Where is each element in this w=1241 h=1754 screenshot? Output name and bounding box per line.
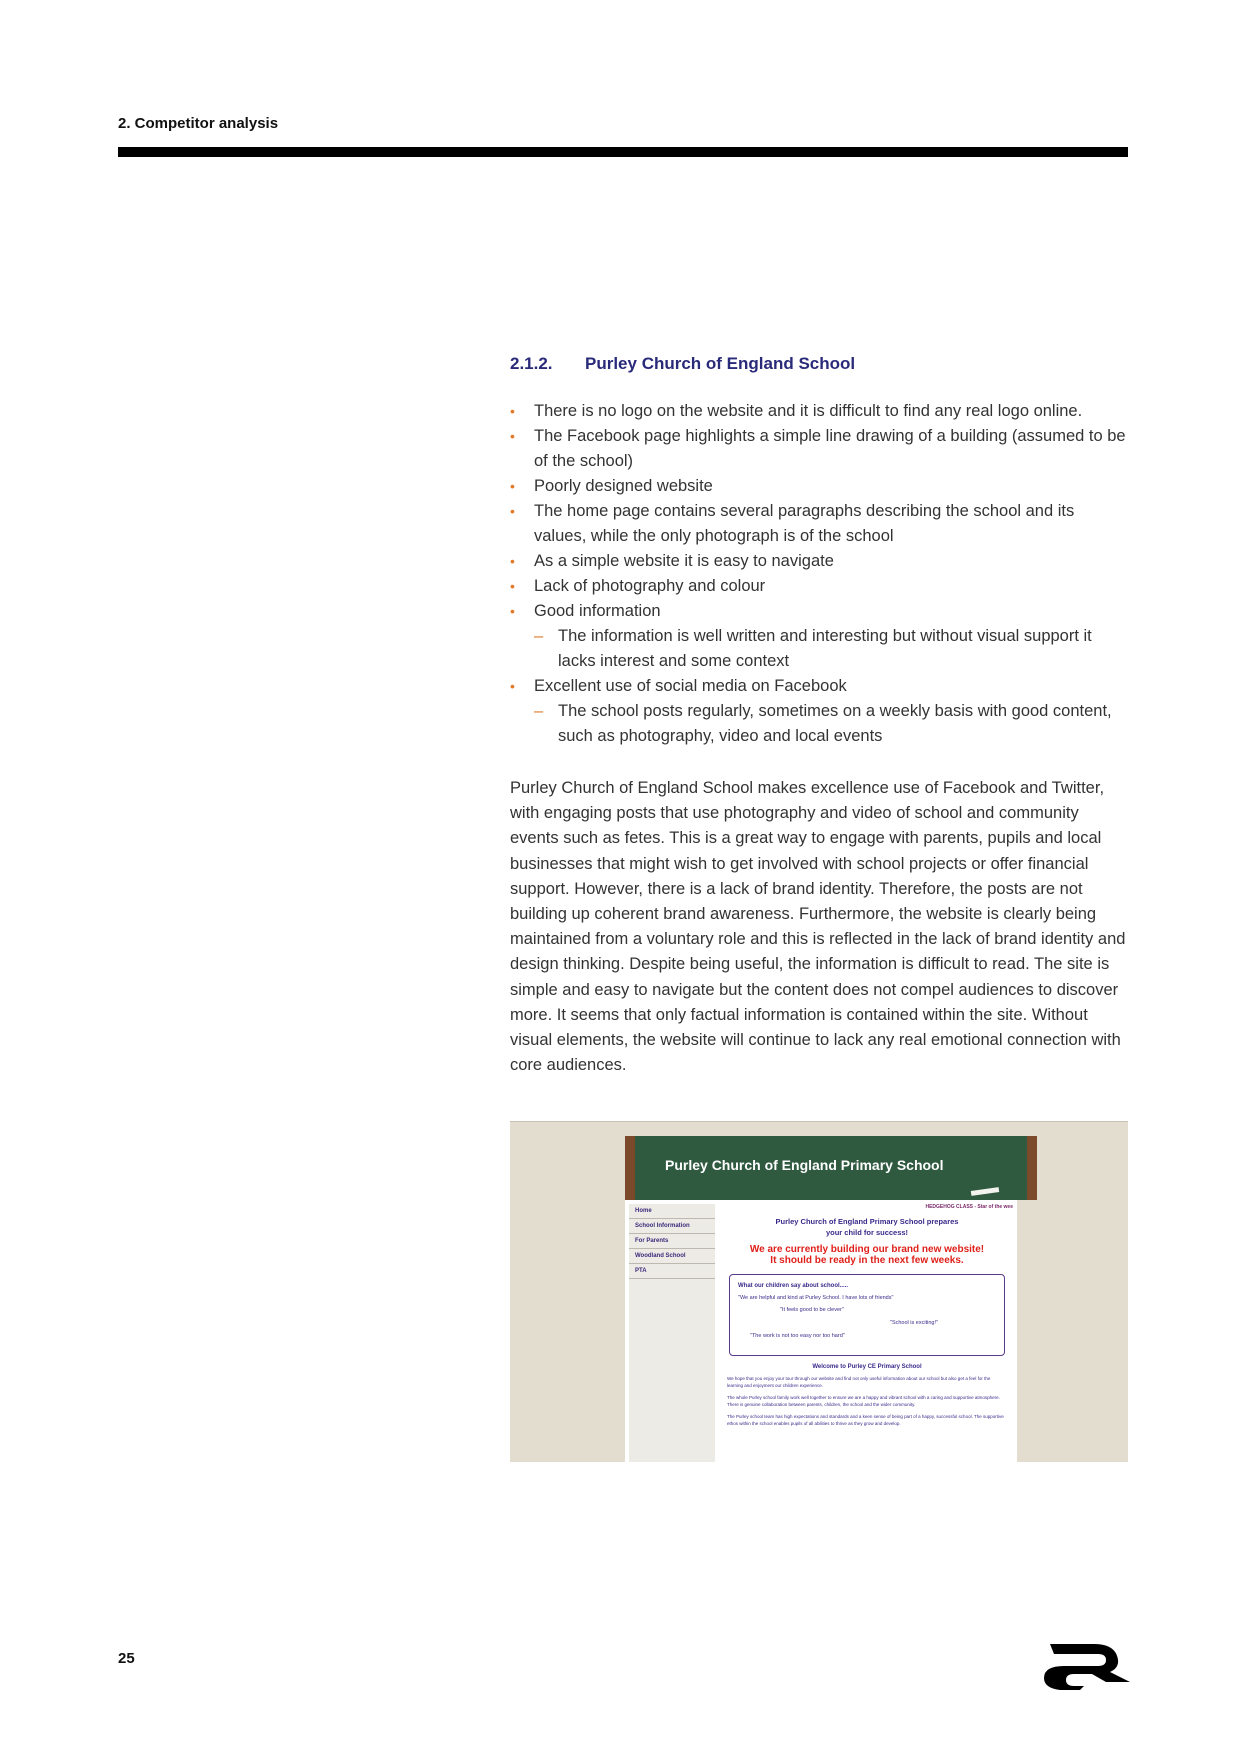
list-item: • Poorly designed website bbox=[510, 474, 1130, 499]
bullet-icon: • bbox=[510, 428, 515, 444]
list-item: • There is no logo on the website and it is difficult to find any real logo online. bbox=[510, 399, 1130, 424]
list-item: • As a simple website it is easy to navigate bbox=[510, 549, 1130, 574]
screenshot-banner bbox=[625, 1136, 1037, 1200]
bullet-icon: • bbox=[510, 603, 515, 619]
section-heading bbox=[510, 354, 855, 374]
screenshot-nav-home: Home bbox=[629, 1204, 715, 1219]
screenshot-banner-title: Purley Church of England Primary School bbox=[665, 1157, 944, 1173]
brand-logo-icon bbox=[1040, 1638, 1132, 1690]
screenshot-nav-for-parents: For Parents bbox=[629, 1234, 715, 1249]
bullet-icon: • bbox=[510, 553, 515, 569]
screenshot-nav-pta: PTA bbox=[629, 1264, 715, 1279]
bullet-icon: • bbox=[510, 503, 515, 519]
bullet-icon: • bbox=[510, 578, 515, 594]
screenshot-announcement: We are currently building our brand new website! It should be ready in the next few weeks. bbox=[749, 1244, 985, 1266]
section-title: Purley Church of England School bbox=[585, 354, 856, 373]
screenshot-nav-school-information: School Information bbox=[629, 1219, 715, 1234]
screenshot-welcome: Welcome to Purley CE Primary School bbox=[812, 1364, 922, 1370]
bullet-icon: • bbox=[510, 678, 515, 694]
list-item: • Excellent use of social media on Facebook – The school posts regularly, sometimes on a weekly basis with good content, such as photography, video and local events bbox=[510, 674, 1130, 749]
dash-icon: – bbox=[534, 702, 544, 720]
list-item: • The home page contains several paragraphs describing the school and its values, while the only photograph is of the school bbox=[510, 499, 1130, 549]
page-number: 25 bbox=[118, 1650, 135, 1667]
running-head: 2. Competitor analysis bbox=[118, 115, 279, 132]
screenshot-nav-woodland-school: Woodland School bbox=[629, 1249, 715, 1264]
screenshot-paragraph: We hope that you enjoy your tour through our website and find not only useful information about our school but also get a feel for the learning and enjoyment our children experience. bbox=[727, 1376, 991, 1388]
sub-list-item: – The school posts regularly, sometimes on a weekly basis with good content, such as photography, video and local events bbox=[534, 699, 1130, 749]
bullet-list bbox=[510, 399, 1130, 749]
screenshot-paragraph: The whole Purley school family work well together to ensure we are a happy and vibrant school with a caring and supportive atmosphere. There is genuine collaboration between parents, children, the school and the wider community. bbox=[727, 1395, 1000, 1407]
quote: "The work is not too easy nor too hard" bbox=[750, 1333, 845, 1339]
header-rule bbox=[118, 147, 1128, 157]
quote-box-title: What our children say about school..... bbox=[738, 1283, 849, 1289]
screenshot-quote-box bbox=[729, 1274, 1005, 1356]
quote: "School is exciting!" bbox=[890, 1320, 938, 1326]
quote: "It feels good to be clever" bbox=[780, 1307, 844, 1313]
screenshot-panel bbox=[625, 1200, 1017, 1462]
quote: "We are helpful and kind at Purley School. I have lots of friends" bbox=[738, 1295, 894, 1301]
chalk-icon bbox=[971, 1187, 999, 1196]
website-screenshot bbox=[510, 1121, 1128, 1462]
list-item: • Lack of photography and colour bbox=[510, 574, 1130, 599]
body-paragraph: Purley Church of England School makes excellence use of Facebook and Twitter, with engaging posts that use photography and video of school and community events such as fetes. This is a great way to engage with parents, pupils and local businesses that might wish to get involved with school projects or offer financial support. However, there is a lack of brand identity. Therefore, the posts are not building up coherent brand awareness. Furthermore, the website is clearly being maintained from a voluntary role and this is reflected in the lack of brand identity and design thinking. Despite being useful, the information is difficult to read. The site is simple and easy to navigate but the content does not compel audiences to discover more. It seems that only factual information is contained within the site. Without visual elements, the website will continue to lack any real emotional connection with core audiences. bbox=[510, 779, 1126, 1075]
screenshot-tagline: Purley Church of England Primary School prepares your child for success! bbox=[775, 1217, 959, 1237]
screenshot-hedgehog: HEDGEHOG CLASS - Star of the wee bbox=[925, 1204, 1013, 1210]
bullet-icon: • bbox=[510, 403, 515, 419]
screenshot-content bbox=[721, 1204, 1013, 1427]
screenshot-paragraph: The Purley school team has high expectations and standards and a keen sense of being part of a happy, successful school. The supportive ethos within the school enables pupils of all abilities to thrive as they grow and develop. bbox=[727, 1414, 1004, 1426]
list-item: • The Facebook page highlights a simple line drawing of a building (assumed to be of the school) bbox=[510, 424, 1130, 474]
list-item: • Good information – The information is well written and interesting but without visual support it lacks interest and some context bbox=[510, 599, 1130, 674]
dash-icon: – bbox=[534, 627, 544, 645]
section-number: 2.1.2. bbox=[510, 354, 553, 373]
screenshot-nav bbox=[629, 1204, 715, 1462]
bullet-icon: • bbox=[510, 478, 515, 494]
sub-list-item: – The information is well written and interesting but without visual support it lacks interest and some context bbox=[534, 624, 1130, 674]
